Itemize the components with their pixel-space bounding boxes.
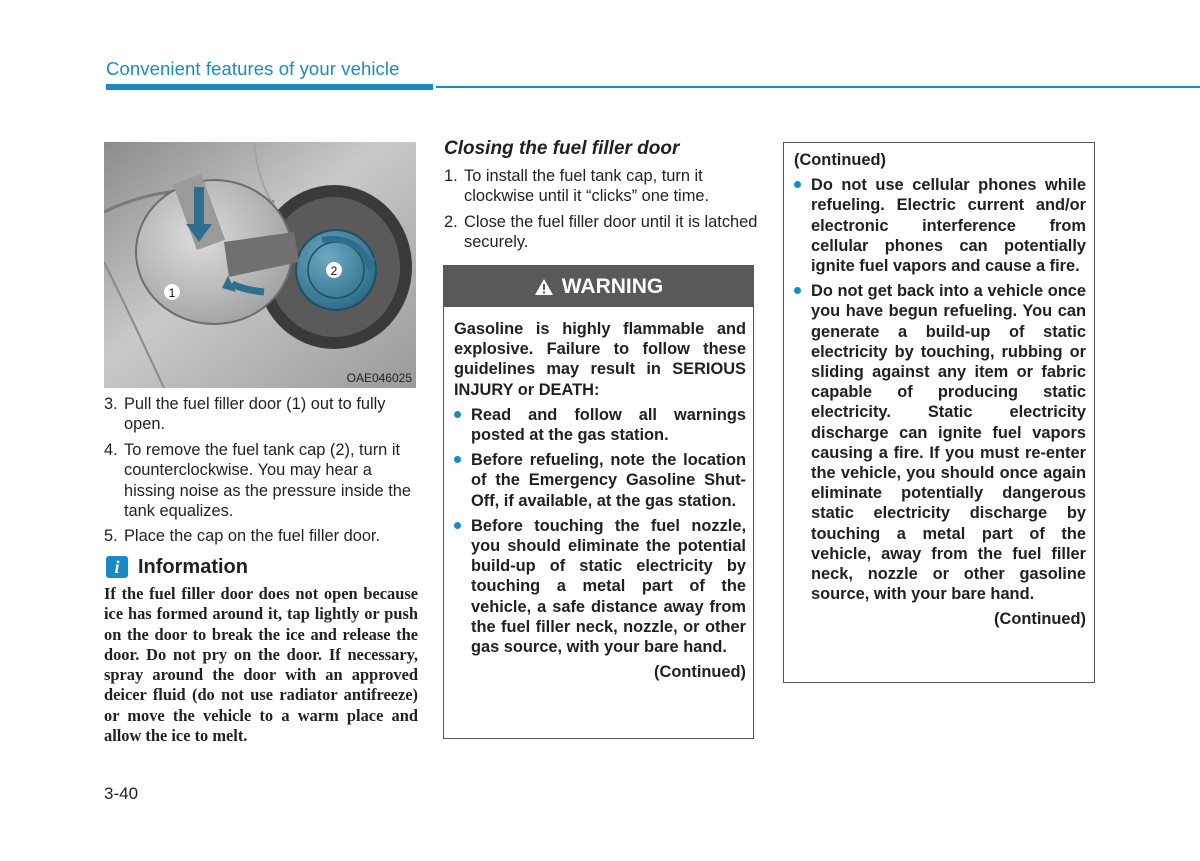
list-item: Do not get back into a vehicle once you have begun refueling. You can generate a build-up of static electricity by touching, rubbing or sliding against any item or fabric capable of producing static electricity. Static electricity discharge can ignite fuel vapors causing a fire. If you must re-enter the vehicle, you should once again eliminate potentially dangerous static electricity discharge by touching a metal part of the vehicle, away from the fuel filler neck, nozzle or other gasoline source, with your bare hand.	[794, 281, 1086, 604]
continued-warning-body	[794, 150, 1086, 630]
warning-body	[454, 319, 746, 682]
section-title: Convenient features of your vehicle	[106, 58, 400, 79]
fuel-door-illustration	[104, 142, 416, 388]
list-item: 5. Place the cap on the fuel filler door.	[104, 527, 381, 546]
info-icon: i	[106, 556, 128, 578]
page-number: 3-40	[104, 784, 139, 803]
list-item: 4. To remove the fuel tank cap (2), turn it counterclockwise. You may hear a hissing noise as the pressure inside the tank equalizes.	[104, 440, 412, 521]
closing-heading: Closing the fuel filler door	[444, 138, 680, 159]
warning-header	[444, 266, 753, 307]
continued-top-label: (Continued)	[794, 151, 886, 169]
information-text: If the fuel filler door does not open because ice has formed around it, tap lightly or push on the door to break the ice and release the door. Do not pry on the door. If necessary, spray around the door with an approved deicer fluid (do not use radiator antifreeze) or move the vehicle to a warm place and allow the ice to melt.	[104, 584, 418, 746]
figure-code: OAE046025	[346, 371, 412, 385]
callout-2: 2	[330, 264, 338, 278]
continued-label: (Continued)	[654, 663, 746, 682]
warning-intro: Gasoline is highly flammable and explosive. Failure to follow these guidelines may result in SERIOUS INJURY or DEATH:	[454, 320, 746, 399]
closing-steps	[444, 166, 758, 258]
list-item: Before refueling, note the location of the Emergency Gasoline Shut-Off, if available, at the gas station.	[454, 450, 746, 511]
information-heading	[106, 555, 418, 579]
list-item: 1. To install the fuel tank cap, turn it clockwise until it “clicks” one time.	[444, 167, 710, 206]
list-item: Do not use cellular phones while refueling. Electric current and/or electronic interference from cellular phones can potentially ignite fuel vapors and cause a fire.	[794, 175, 1086, 276]
list-item: 3. Pull the fuel filler door (1) out to fully open.	[104, 395, 386, 434]
warning-box	[443, 265, 754, 739]
list-item: Read and follow all warnings posted at the gas station.	[454, 405, 746, 445]
list-item: 2. Close the fuel filler door until it is latched securely.	[444, 212, 758, 252]
header-rule-thin	[436, 86, 1200, 88]
continued-warning-box	[783, 142, 1095, 683]
warning-label: WARNING	[561, 275, 664, 298]
list-item: Before touching the fuel nozzle, you should eliminate the potential build-up of static electricity by touching a metal part of the vehicle, a safe distance away from the fuel filler neck, nozzle, or other gas source, with your bare hand.	[454, 516, 746, 657]
callout-1: 1	[168, 286, 176, 300]
continued-bottom-label: (Continued)	[994, 610, 1086, 629]
opening-steps	[104, 394, 418, 552]
information-title: Information	[138, 556, 248, 578]
fuel-door-drawing	[104, 142, 416, 388]
warning-triangle-icon	[534, 269, 554, 310]
header-rule-thick	[106, 84, 433, 90]
